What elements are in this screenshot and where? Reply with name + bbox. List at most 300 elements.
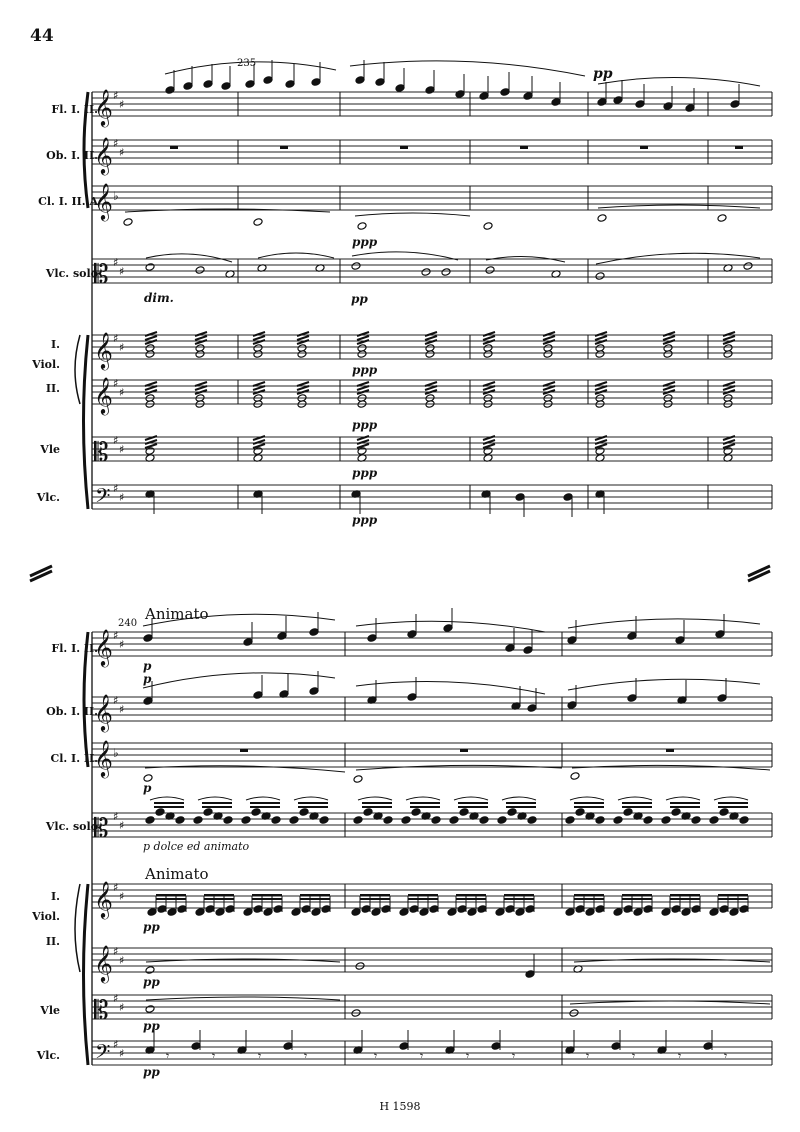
rest (400, 146, 408, 149)
violin1-note (505, 905, 515, 914)
flute-note (551, 98, 561, 107)
eighth-rest: 𝄾 (586, 1049, 590, 1063)
violin1-note (381, 905, 391, 914)
slur (356, 682, 545, 695)
slur (356, 765, 562, 770)
flute-note (443, 624, 453, 633)
violin1-note (399, 908, 409, 917)
bass-clef: 𝄢 (95, 484, 111, 512)
violin1-note (167, 908, 177, 917)
sharp-sign: ♯ (113, 377, 119, 390)
expression-dolce-ed-animato: p dolce ed animato (143, 840, 250, 853)
staff-label-oboes: Ob. I. II. (46, 149, 98, 162)
sharp-sign: ♯ (113, 881, 119, 894)
tremolo-stroke (595, 336, 607, 340)
rest (280, 146, 288, 149)
tremolo-stroke (543, 386, 555, 390)
slur (358, 797, 392, 800)
violin1-note (681, 908, 691, 917)
oboe-note (309, 687, 319, 696)
slur (355, 213, 470, 216)
plate-number: H 1598 (379, 1100, 421, 1113)
flute-note (479, 92, 489, 101)
cello-note (611, 1042, 621, 1051)
rest (460, 749, 468, 752)
dynamic-oboe-p: p (143, 672, 152, 686)
violin1-note (719, 905, 729, 914)
flute-note (183, 82, 193, 91)
clarinet-note (143, 774, 153, 783)
sharp-sign: ♯ (113, 629, 119, 642)
clarinet-note (717, 214, 727, 223)
cello-note (283, 1042, 293, 1051)
violin1-note (515, 908, 525, 917)
oboe-note (567, 701, 577, 710)
staff-label-flutes: Fl. I. II. (51, 642, 98, 655)
eighth-rest: 𝄾 (466, 1049, 470, 1063)
tremolo-stroke (357, 386, 369, 390)
violin1-note (147, 908, 157, 917)
staff-label-flutes: Fl. I. II. (51, 103, 98, 116)
dynamic-viola-ppp: ppp (352, 466, 378, 480)
violin1-note (613, 908, 623, 917)
tremolo-stroke (663, 382, 675, 386)
flute-note (663, 102, 673, 111)
cello-solo-note (691, 816, 701, 825)
flute-note (243, 638, 253, 647)
sharp-sign: ♯ (113, 256, 119, 269)
cello-solo-note (623, 808, 633, 817)
flute-note (675, 636, 685, 645)
flute-note (245, 80, 255, 89)
violin1-note (301, 905, 311, 914)
cello-solo-note (145, 816, 155, 825)
violin1-note (195, 350, 205, 359)
violin1-note (483, 350, 493, 359)
cello-note (703, 1042, 713, 1051)
sharp-sign: ♯ (113, 89, 119, 102)
eighth-rest: 𝄾 (678, 1049, 682, 1063)
cello-solo-note (485, 266, 495, 275)
cello-solo-note (709, 816, 719, 825)
flute-note (635, 100, 645, 109)
cello-solo-note (497, 816, 507, 825)
slur (146, 997, 340, 1000)
tremolo-stroke (425, 386, 437, 390)
cello-solo-note (319, 816, 329, 825)
tremolo-stroke (723, 336, 735, 340)
flute-note (523, 646, 533, 655)
flute-note (143, 634, 153, 643)
page-number: 44 (30, 26, 54, 46)
violin1-note (157, 905, 167, 914)
slur (406, 797, 440, 800)
cello-solo-note (223, 816, 233, 825)
cello-solo-note (203, 808, 213, 817)
staff-label-oboes: Ob. I. II. (46, 705, 98, 718)
oboe-note (627, 694, 637, 703)
violin1-note (663, 350, 673, 359)
staff-label-violins: Viol. (32, 358, 60, 371)
slur (714, 797, 748, 800)
violin1-note (595, 350, 605, 359)
violin1-note (243, 908, 253, 917)
sharp-sign: ♯ (119, 703, 125, 716)
flute-note (221, 82, 231, 91)
cello-solo-note (661, 816, 671, 825)
violin1-note (351, 908, 361, 917)
violins-brace (75, 335, 80, 404)
violin1-note (321, 905, 331, 914)
alto-clef: 𝄡 (94, 260, 109, 290)
violin1-note (595, 905, 605, 914)
oboe-note (143, 697, 153, 706)
rest (640, 146, 648, 149)
staff-label-violas: Vle (40, 1004, 60, 1017)
violin1-note (543, 350, 553, 359)
sharp-sign: ♯ (113, 1038, 119, 1051)
slur (143, 673, 335, 688)
cello-solo-note (353, 816, 363, 825)
viola-note (145, 1005, 155, 1014)
flute-note (395, 84, 405, 93)
staff-label-violin-2: II. (45, 382, 60, 395)
rest (170, 146, 178, 149)
strings-bracket (84, 335, 89, 509)
staff-label-violin-2: II. (45, 935, 60, 948)
flat-sign: ♭ (113, 746, 119, 760)
flute-note (685, 104, 695, 113)
sharp-sign: ♯ (113, 137, 119, 150)
tremolo-stroke (483, 336, 495, 340)
staff-label-clarinets: Cl. I. II. (50, 752, 98, 765)
violin2-note (525, 970, 535, 979)
slur (572, 765, 770, 770)
cello-solo-note (719, 808, 729, 817)
clarinet-note (253, 218, 263, 227)
violin1-note (723, 350, 733, 359)
clarinet-note (353, 775, 363, 784)
dynamic-clarinet-p: p (143, 781, 152, 795)
eighth-rest: 𝄾 (166, 1049, 170, 1063)
violin1-note (633, 908, 643, 917)
cello-solo-note (595, 272, 605, 281)
bass-clef: 𝄢 (95, 1040, 111, 1068)
flute-note (355, 76, 365, 85)
flute-note (367, 634, 377, 643)
sharp-sign: ♯ (119, 386, 125, 399)
dynamic-violin1-ppp: ppp (352, 363, 378, 377)
cello-solo-note (251, 808, 261, 817)
violin1-note (361, 905, 371, 914)
sharp-sign: ♯ (119, 98, 125, 111)
oboe-note (717, 694, 727, 703)
violin1-note (291, 908, 301, 917)
cello-note (399, 1042, 409, 1051)
cello-solo-note (613, 816, 623, 825)
sharp-sign: ♯ (119, 341, 125, 354)
alto-clef: 𝄡 (94, 438, 109, 468)
violin1-note (709, 908, 719, 917)
flute-note (375, 78, 385, 87)
sharp-sign: ♯ (113, 434, 119, 447)
violins-brace (75, 884, 80, 972)
tremolo-stroke (145, 386, 157, 390)
flute-note (505, 644, 515, 653)
tremolo-stroke (145, 382, 157, 386)
staff-label-violin-1: I. (51, 890, 60, 903)
violin1-note (215, 908, 225, 917)
flute-note (613, 96, 623, 105)
violin1-note (371, 908, 381, 917)
dynamic-cello-solo-dim: dim. (144, 291, 174, 305)
dynamic-violin2-ppp: ppp (352, 418, 378, 432)
eighth-rest: 𝄾 (212, 1049, 216, 1063)
violin1-note (263, 908, 273, 917)
treble-clef: 𝄞 (94, 136, 113, 174)
cello-solo-note (479, 816, 489, 825)
cello-solo-note (241, 816, 251, 825)
flute-note (455, 90, 465, 99)
slur (598, 205, 760, 208)
violin1-note (643, 905, 653, 914)
violin1-note (145, 350, 155, 359)
flute-note (407, 630, 417, 639)
cello-solo-note (643, 816, 653, 825)
cello-solo-note (155, 808, 165, 817)
cello-solo-note (743, 262, 753, 271)
violin1-note (195, 908, 205, 917)
slur (666, 797, 700, 800)
eighth-rest: 𝄾 (374, 1049, 378, 1063)
flute-note (277, 632, 287, 641)
sharp-sign: ♯ (119, 1047, 125, 1060)
violin1-note (429, 905, 439, 914)
dynamic-cello-solo-pp: pp (351, 292, 368, 306)
dynamic-viola-pp: pp (143, 1019, 160, 1033)
staff-label-cellos: Vlc. (36, 1049, 60, 1062)
slur (502, 797, 536, 800)
cello-solo-note (193, 816, 203, 825)
flute-note (500, 88, 510, 97)
tremolo-stroke (357, 382, 369, 386)
cello-solo-note (271, 816, 281, 825)
treble-clef: 𝄞 (94, 331, 113, 369)
sharp-sign: ♯ (113, 992, 119, 1005)
tremolo-stroke (663, 336, 675, 340)
violin1-note (477, 905, 487, 914)
cello-solo-note (459, 808, 469, 817)
tremolo-stroke (253, 386, 265, 390)
cello-note (563, 493, 573, 502)
flute-note (715, 630, 725, 639)
sharp-sign: ♯ (119, 443, 125, 456)
flute-note (309, 628, 319, 637)
eighth-rest: 𝄾 (420, 1049, 424, 1063)
cello-solo-note (195, 266, 205, 275)
violin1-note (447, 908, 457, 917)
sharp-sign: ♯ (113, 332, 119, 345)
cello-solo-note (575, 808, 585, 817)
violin1-note (225, 905, 235, 914)
tremolo-stroke (543, 382, 555, 386)
violin1-note (205, 905, 215, 914)
slur (568, 619, 760, 628)
cello-solo-note (289, 816, 299, 825)
flute-note (627, 632, 637, 641)
violin1-note (467, 908, 477, 917)
strings-bracket (84, 884, 89, 1065)
sharp-sign: ♯ (113, 810, 119, 823)
flute-note (597, 98, 607, 107)
slur (350, 61, 585, 76)
slur (146, 959, 340, 962)
flute-note (567, 636, 577, 645)
violin1-note (739, 905, 749, 914)
treble-clef: 𝄞 (94, 88, 113, 126)
sharp-sign: ♯ (119, 265, 125, 278)
eighth-rest: 𝄾 (304, 1049, 308, 1063)
tremolo-stroke (145, 336, 157, 340)
measure-number: 235 (237, 58, 257, 69)
clarinet-note (570, 772, 580, 781)
slur (146, 254, 232, 262)
eighth-rest: 𝄾 (258, 1049, 262, 1063)
sharp-sign: ♯ (119, 146, 125, 159)
flute-note (311, 78, 321, 87)
treble-clef: 𝄞 (94, 944, 113, 982)
cello-solo-note (595, 816, 605, 825)
tremolo-stroke (297, 336, 309, 340)
slur (125, 209, 330, 212)
violin1-note (311, 908, 321, 917)
slur (570, 797, 604, 800)
cello-solo-note (431, 816, 441, 825)
cello-note (491, 1042, 501, 1051)
slur (618, 797, 652, 800)
violin1-note (297, 350, 307, 359)
slur (165, 62, 336, 74)
violin2-note (145, 966, 155, 975)
cello-solo-note (739, 816, 749, 825)
oboe-note (407, 693, 417, 702)
tremolo-stroke (483, 386, 495, 390)
sharp-sign: ♯ (119, 1001, 125, 1014)
cello-solo-note (175, 816, 185, 825)
oboe-note (253, 691, 263, 700)
flat-sign: ♭ (113, 189, 119, 203)
slur (246, 797, 280, 800)
tremolo-stroke (425, 382, 437, 386)
tremolo-stroke (543, 336, 555, 340)
cello-solo-note (565, 816, 575, 825)
cello-note (515, 493, 525, 502)
violin1-note (575, 905, 585, 914)
slur (568, 679, 760, 690)
cello-solo-note (299, 808, 309, 817)
oboe-note (527, 704, 537, 713)
eighth-rest: 𝄾 (724, 1049, 728, 1063)
treble-clef: 𝄞 (94, 693, 113, 731)
tremolo-stroke (253, 336, 265, 340)
treble-clef: 𝄞 (94, 739, 113, 777)
cello-solo-note (351, 262, 361, 271)
measure-number: 240 (118, 618, 138, 629)
rest (666, 749, 674, 752)
clarinet-note (123, 218, 133, 227)
cello-solo-note (411, 808, 421, 817)
flute-note (263, 76, 273, 85)
violin1-note (273, 905, 283, 914)
tremolo-stroke (195, 336, 207, 340)
flute-note (285, 80, 295, 89)
rest (520, 146, 528, 149)
dynamic-cello-pp: pp (143, 1065, 160, 1079)
slur (258, 253, 334, 258)
tremolo-stroke (483, 382, 495, 386)
staff-label-cello-solo: Vlc. solo (45, 820, 98, 833)
staff-label-clarinets: Cl. I. II. A (38, 195, 98, 208)
slur (574, 959, 770, 962)
sharp-sign: ♯ (119, 491, 125, 504)
flute-note (165, 86, 175, 95)
treble-clef: 𝄞 (94, 182, 113, 220)
violin1-note (565, 908, 575, 917)
tremolo-stroke (297, 386, 309, 390)
cello-solo-note (363, 808, 373, 817)
violin1-note (623, 905, 633, 914)
slur (150, 797, 184, 800)
tremolo-stroke (663, 386, 675, 390)
staff-label-violins: Viol. (32, 910, 60, 923)
flute-note (730, 100, 740, 109)
alto-clef: 𝄡 (94, 996, 109, 1026)
tremolo-stroke (425, 336, 437, 340)
tremolo-stroke (253, 382, 265, 386)
violin1-note (419, 908, 429, 917)
cello-solo-note (401, 816, 411, 825)
rest (240, 749, 248, 752)
violin1-note (525, 905, 535, 914)
treble-clef: 𝄞 (94, 880, 113, 918)
treble-clef: 𝄞 (94, 376, 113, 414)
flute-note (523, 92, 533, 101)
clarinet-note (357, 222, 367, 231)
cello-solo-note (507, 808, 517, 817)
violin1-note (409, 905, 419, 914)
violin1-note (495, 908, 505, 917)
cello-solo-note (671, 808, 681, 817)
eighth-rest: 𝄾 (632, 1049, 636, 1063)
tremolo-stroke (297, 382, 309, 386)
dynamic-violin1-pp: pp (143, 920, 160, 934)
cello-solo-note (421, 268, 431, 277)
slur (143, 614, 335, 626)
slur (454, 797, 488, 800)
staff-label-violin-1: I. (51, 338, 60, 351)
treble-clef: 𝄞 (94, 628, 113, 666)
violin1-note (425, 350, 435, 359)
slur (198, 797, 232, 800)
violin1-note (253, 905, 263, 914)
violin1-note (357, 350, 367, 359)
sharp-sign: ♯ (113, 482, 119, 495)
winds-bracket (84, 92, 88, 208)
sharp-sign: ♯ (119, 638, 125, 651)
violin1-note (253, 350, 263, 359)
dynamic-clarinet-ppp: ppp (352, 235, 378, 249)
cello-note (191, 1042, 201, 1051)
